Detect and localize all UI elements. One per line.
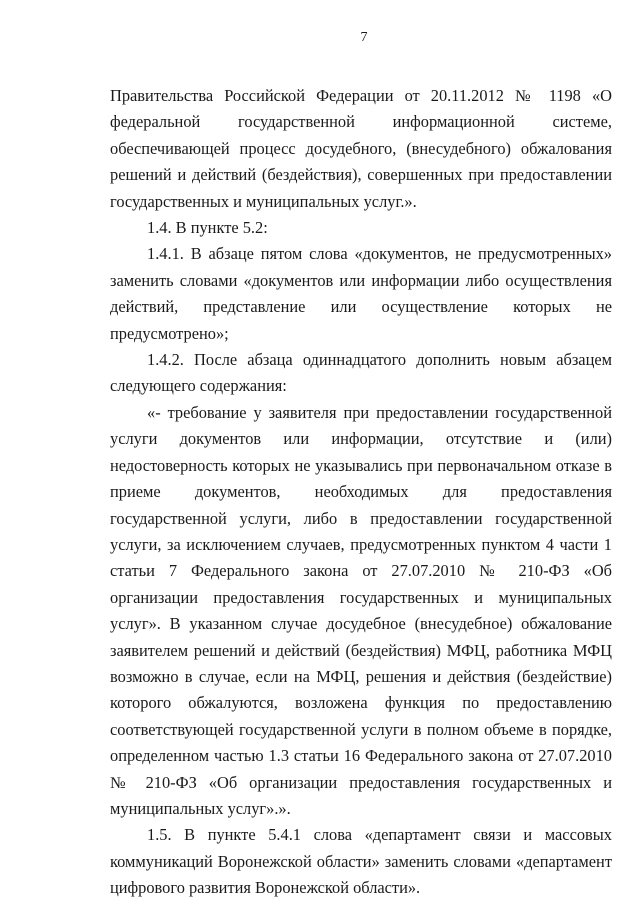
- page-number: 7: [360, 30, 368, 45]
- paragraph-decree-continuation: Правительства Российской Федерации от 20.11.2012 № 1198 «О федеральной государственной информационной системе, обеспечивающей процесс досудебного, (внесудебного) обжалования решений и действий (бездействия), совершенных при предоставлении государственных и муниципальных услуг.».: [110, 86, 612, 211]
- paragraph-quoted-requirement: «- требование у заявителя при предоставлении государственной услуги документов или информации, отсутствие и (или) недостоверность которых не указывались при первоначальном отказе в приеме документов, необходимых для предоставления государственной услуги, либо в предоставлении государственной услуги, за исключением случаев, предусмотренных пунктом 4 части 1 статьи 7 Федерального закона от 27.07.2010 № 210-ФЗ «Об организации предоставления государственных и муниципальных услуг». В указанном случае досудебное (внесудебное) обжалование заявителем решений и действий (бездействия) МФЦ, работника МФЦ возможно в случае, если на МФЦ, решения и действия (бездействие) которого обжалуются, возложена функция по предоставлению соответствующей государственной услуги в полном объеме в порядке, определенном частью 1.3 статьи 16 Федерального закона от 27.07.2010 № 210-ФЗ «Об организации предоставления государственных и муниципальных услуг».».: [110, 402, 612, 818]
- paragraph-1-4-1: 1.4.1. В абзаце пятом слова «документов, не предусмотренных» заменить словами «документов или информации либо осуществления действий, представление или осуществление которых не предусмотрено»;: [110, 244, 612, 343]
- paragraph-1-5: 1.5. В пункте 5.4.1 слова «департамент связи и массовых коммуникаций Воронежской области» заменить словами «департамент цифрового развития Воронежской области».: [110, 825, 612, 898]
- paragraph-1-4-2: 1.4.2. После абзаца одиннадцатого дополнить новым абзацем следующего содержания:: [110, 350, 612, 396]
- paragraph-1-4: 1.4. В пункте 5.2:: [147, 218, 268, 238]
- document-body: [110, 83, 612, 902]
